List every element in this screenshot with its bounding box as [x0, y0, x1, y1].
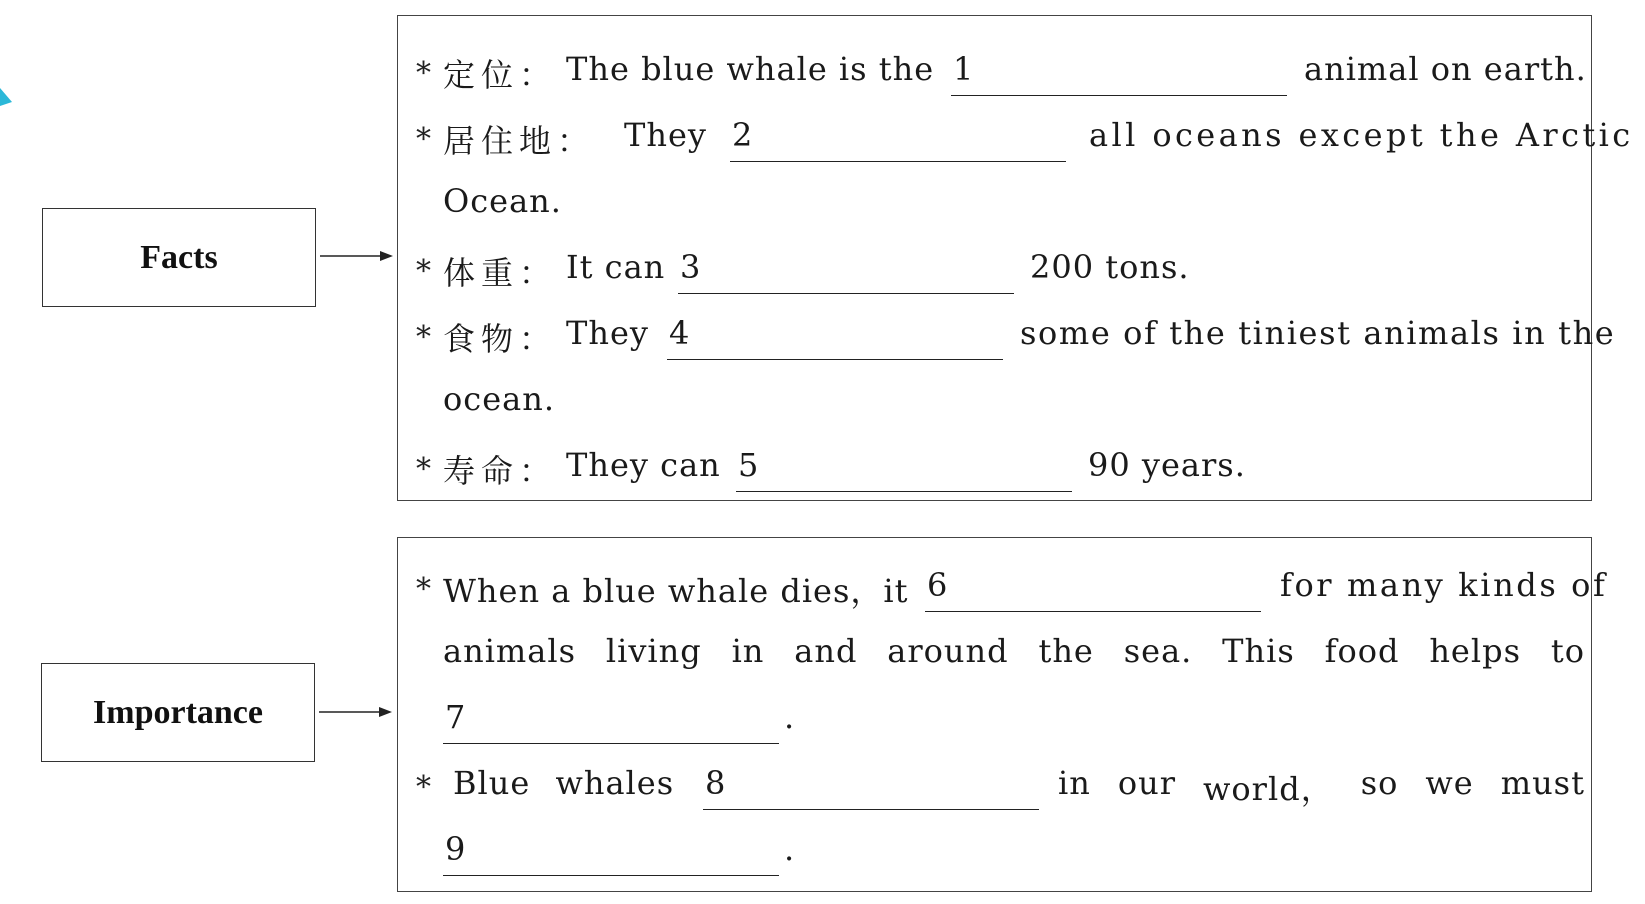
- bullet-star: *: [416, 572, 432, 607]
- answer-blank-5[interactable]: [736, 446, 1072, 492]
- importance-box: [397, 537, 1608, 892]
- answer-blank-1[interactable]: [951, 50, 1287, 96]
- importance-line-2: [398, 624, 1591, 690]
- sentence-text: They can: [566, 446, 721, 484]
- sentence-text: animal on earth.: [1304, 50, 1587, 88]
- blank-number: 5: [738, 446, 760, 484]
- importance-label-box: [41, 663, 315, 762]
- blank-number: 2: [732, 116, 754, 154]
- word: living: [605, 632, 702, 670]
- answer-blank-4[interactable]: [667, 314, 1003, 360]
- word: our: [1117, 764, 1177, 802]
- sentence-text: 90 years.: [1088, 446, 1246, 484]
- word: sea.: [1123, 632, 1193, 670]
- importance-arrow: [317, 704, 393, 720]
- answer-blank-2[interactable]: [730, 116, 1066, 162]
- blank-number: 9: [445, 830, 467, 868]
- answer-blank-7[interactable]: [443, 698, 779, 744]
- topic-lifespan: 寿命：: [443, 452, 558, 490]
- sentence-text: It can: [566, 248, 666, 286]
- sentence-text: Blue whales: [453, 764, 675, 802]
- importance-line-4: [398, 756, 1591, 822]
- facts-label-box: [42, 208, 316, 307]
- sentence-text: Ocean.: [443, 182, 562, 220]
- justified-words: [1058, 764, 1585, 810]
- bullet-star: *: [416, 452, 432, 487]
- blank-number: 6: [927, 566, 949, 604]
- bullet-star: *: [416, 122, 432, 157]
- word: and: [794, 632, 858, 670]
- bullet-star: *: [416, 770, 432, 805]
- facts-line-weight: [398, 240, 1591, 306]
- topic-habitat: 居住地：: [443, 122, 596, 160]
- sentence-text: all oceans except the Arctic: [1089, 116, 1634, 154]
- facts-line-position: [398, 42, 1591, 108]
- word: we: [1425, 764, 1474, 802]
- facts-line-lifespan: [398, 438, 1591, 504]
- word: food: [1324, 632, 1400, 670]
- facts-line-habitat-cont: [398, 174, 1591, 240]
- blank-number: 4: [669, 314, 691, 352]
- sentence-text: They: [566, 314, 649, 352]
- sentence-text: They: [624, 116, 707, 154]
- sentence-text: ocean.: [443, 380, 555, 418]
- importance-line-5: [398, 822, 1591, 888]
- topic-weight: 体重：: [443, 254, 558, 292]
- sentence-text: When a blue whale dies，it: [443, 572, 909, 610]
- word: This: [1222, 632, 1295, 670]
- edge-mark: [0, 88, 14, 106]
- answer-blank-6[interactable]: [925, 566, 1261, 612]
- word: in: [1058, 764, 1091, 802]
- word: must: [1500, 764, 1585, 802]
- sentence-text: The blue whale is the: [566, 50, 935, 88]
- blank-number: 1: [953, 50, 975, 88]
- period: .: [784, 698, 796, 736]
- facts-box: [397, 15, 1634, 501]
- word: world，: [1203, 770, 1334, 808]
- bullet-star: *: [416, 254, 432, 289]
- facts-line-food: [398, 306, 1616, 372]
- topic-food: 食物：: [443, 320, 558, 358]
- sentence-text: for many kinds of: [1280, 566, 1608, 604]
- answer-blank-3[interactable]: [678, 248, 1014, 294]
- facts-line-food-cont: [398, 372, 1591, 438]
- bullet-star: *: [416, 320, 432, 355]
- bullet-star: *: [416, 56, 432, 91]
- importance-label: Importance: [93, 693, 263, 731]
- word: the: [1038, 632, 1094, 670]
- blank-number: 7: [445, 698, 467, 736]
- facts-label: Facts: [140, 238, 218, 276]
- word: around: [887, 632, 1009, 670]
- period: .: [784, 830, 796, 868]
- word: to: [1550, 632, 1585, 670]
- answer-blank-9[interactable]: [443, 830, 779, 876]
- sentence-text: 200 tons.: [1030, 248, 1190, 286]
- facts-line-habitat: [398, 108, 1634, 174]
- facts-arrow: [318, 248, 394, 264]
- word: so: [1360, 764, 1399, 802]
- word: in: [731, 632, 765, 670]
- importance-line-3: [398, 690, 1591, 756]
- importance-line-1: [398, 558, 1608, 624]
- word: animals: [443, 632, 576, 670]
- word: helps: [1429, 632, 1521, 670]
- topic-position: 定位：: [443, 56, 558, 94]
- justified-words: [443, 632, 1585, 670]
- sentence-text: some of the tiniest animals in the: [1020, 314, 1616, 352]
- answer-blank-8[interactable]: [703, 764, 1039, 810]
- blank-number: 3: [680, 248, 702, 286]
- blank-number: 8: [705, 764, 727, 802]
